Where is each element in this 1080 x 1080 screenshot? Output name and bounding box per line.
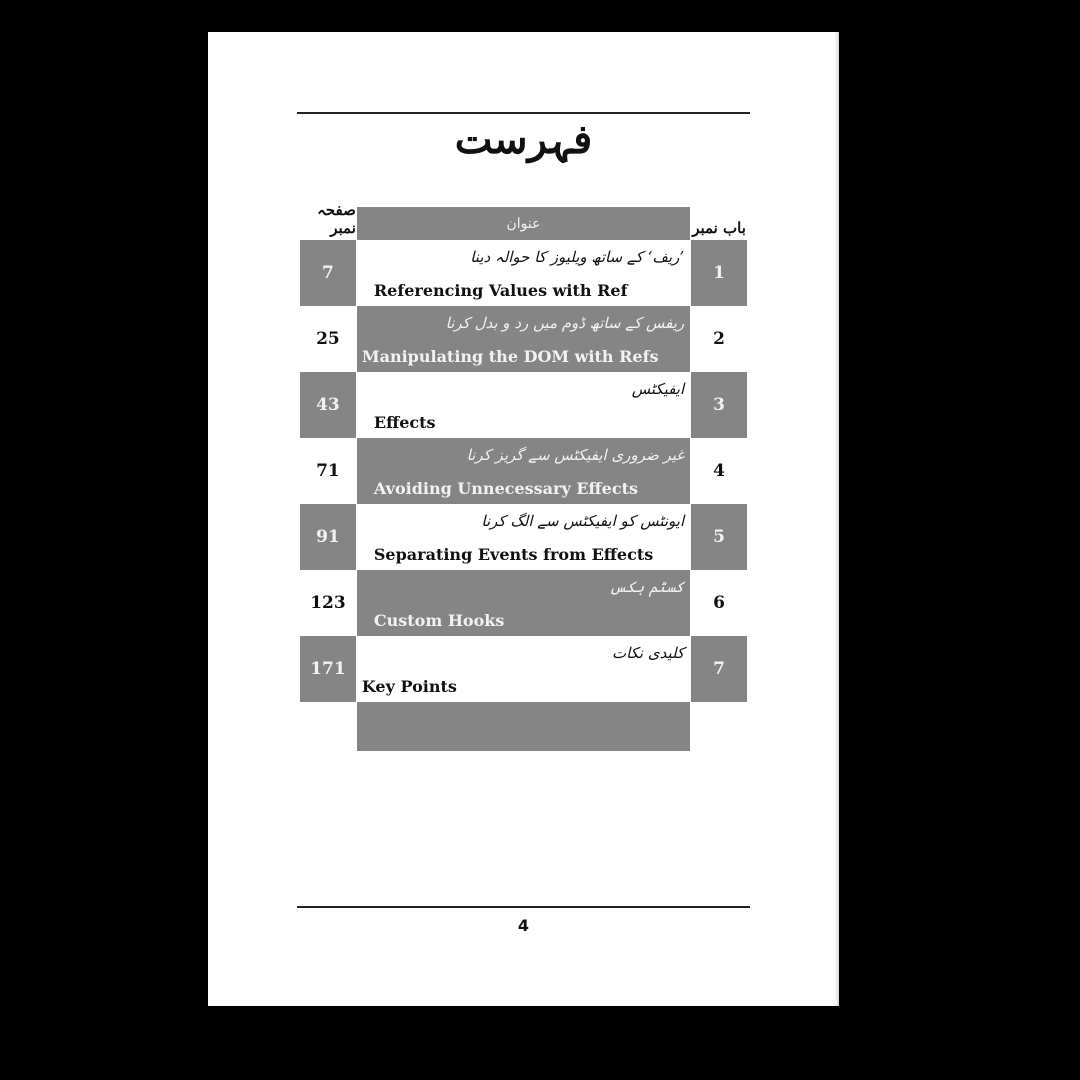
chapter-title-urdu: ایفیکٹس — [631, 380, 685, 398]
chapter-title-urdu: ایونٹس کو ایفیکٹس سے الگ کرنا — [481, 512, 685, 530]
chapter-title — [357, 438, 690, 504]
chapter-number: 1 — [691, 240, 747, 306]
chapter-title-english: Avoiding Unnecessary Effects — [373, 479, 638, 498]
chapter-title — [357, 372, 690, 438]
toc-row[interactable] — [300, 372, 747, 438]
chapter-number: 7 — [691, 636, 747, 702]
toc-row[interactable] — [300, 504, 747, 570]
chapter-title — [357, 240, 690, 306]
chapter-title — [357, 570, 690, 636]
footer-rule — [297, 906, 750, 908]
header-chapter-number: باب نمبر — [692, 219, 746, 237]
chapter-title-urdu: ’ریف‘ کے ساتھ ویلیوز کا حوالہ دینا — [470, 248, 685, 266]
chapter-title-urdu: ریفس کے ساتھ ڈوم میں رد و بدل کرنا — [445, 314, 685, 332]
chapter-title-english: Key Points — [361, 677, 457, 696]
chapter-title — [357, 306, 690, 372]
header-title: عنوان — [357, 207, 690, 240]
chapter-number: 2 — [691, 306, 747, 372]
chapter-title-english: Separating Events from Effects — [373, 545, 654, 564]
empty-cell — [300, 702, 356, 751]
toc-row[interactable] — [300, 306, 747, 372]
page-number: 25 — [300, 306, 356, 372]
empty-cell — [691, 702, 747, 751]
page-number: 43 — [300, 372, 356, 438]
chapter-title — [357, 636, 690, 702]
toc-header-row — [300, 201, 747, 240]
toc-row[interactable] — [300, 240, 747, 306]
chapter-title-urdu: کسٹم ہکس — [609, 578, 685, 596]
empty-title-band — [357, 702, 690, 751]
page-number-footer: 4 — [517, 916, 530, 935]
toc-row[interactable] — [300, 438, 747, 504]
toc-row[interactable] — [300, 570, 747, 636]
book-page — [208, 32, 839, 1006]
page-number: 91 — [300, 504, 356, 570]
chapter-title-english: Custom Hooks — [373, 611, 505, 630]
toc-row[interactable] — [300, 636, 747, 702]
chapter-title-urdu: غیر ضروری ایفیکٹس سے گریز کرنا — [466, 446, 685, 464]
chapter-title-english: Referencing Values with Ref — [373, 281, 628, 300]
chapter-number: 6 — [691, 570, 747, 636]
page-title: فہرست — [454, 116, 593, 163]
chapter-title-english: Manipulating the DOM with Refs — [361, 347, 659, 366]
page-number: 123 — [300, 570, 356, 636]
chapter-title-english: Effects — [373, 413, 436, 432]
chapter-number: 3 — [691, 372, 747, 438]
table-of-contents — [300, 201, 747, 751]
chapter-title — [357, 504, 690, 570]
toc-empty-row — [300, 702, 747, 751]
page-number: 171 — [300, 636, 356, 702]
page-number: 71 — [300, 438, 356, 504]
chapter-title-urdu: کلیدی نکات — [611, 644, 685, 662]
header-page-number: صفحہ نمبر — [317, 201, 356, 237]
page-number: 7 — [300, 240, 356, 306]
chapter-number: 4 — [691, 438, 747, 504]
header-rule — [297, 112, 750, 114]
chapter-number: 5 — [691, 504, 747, 570]
